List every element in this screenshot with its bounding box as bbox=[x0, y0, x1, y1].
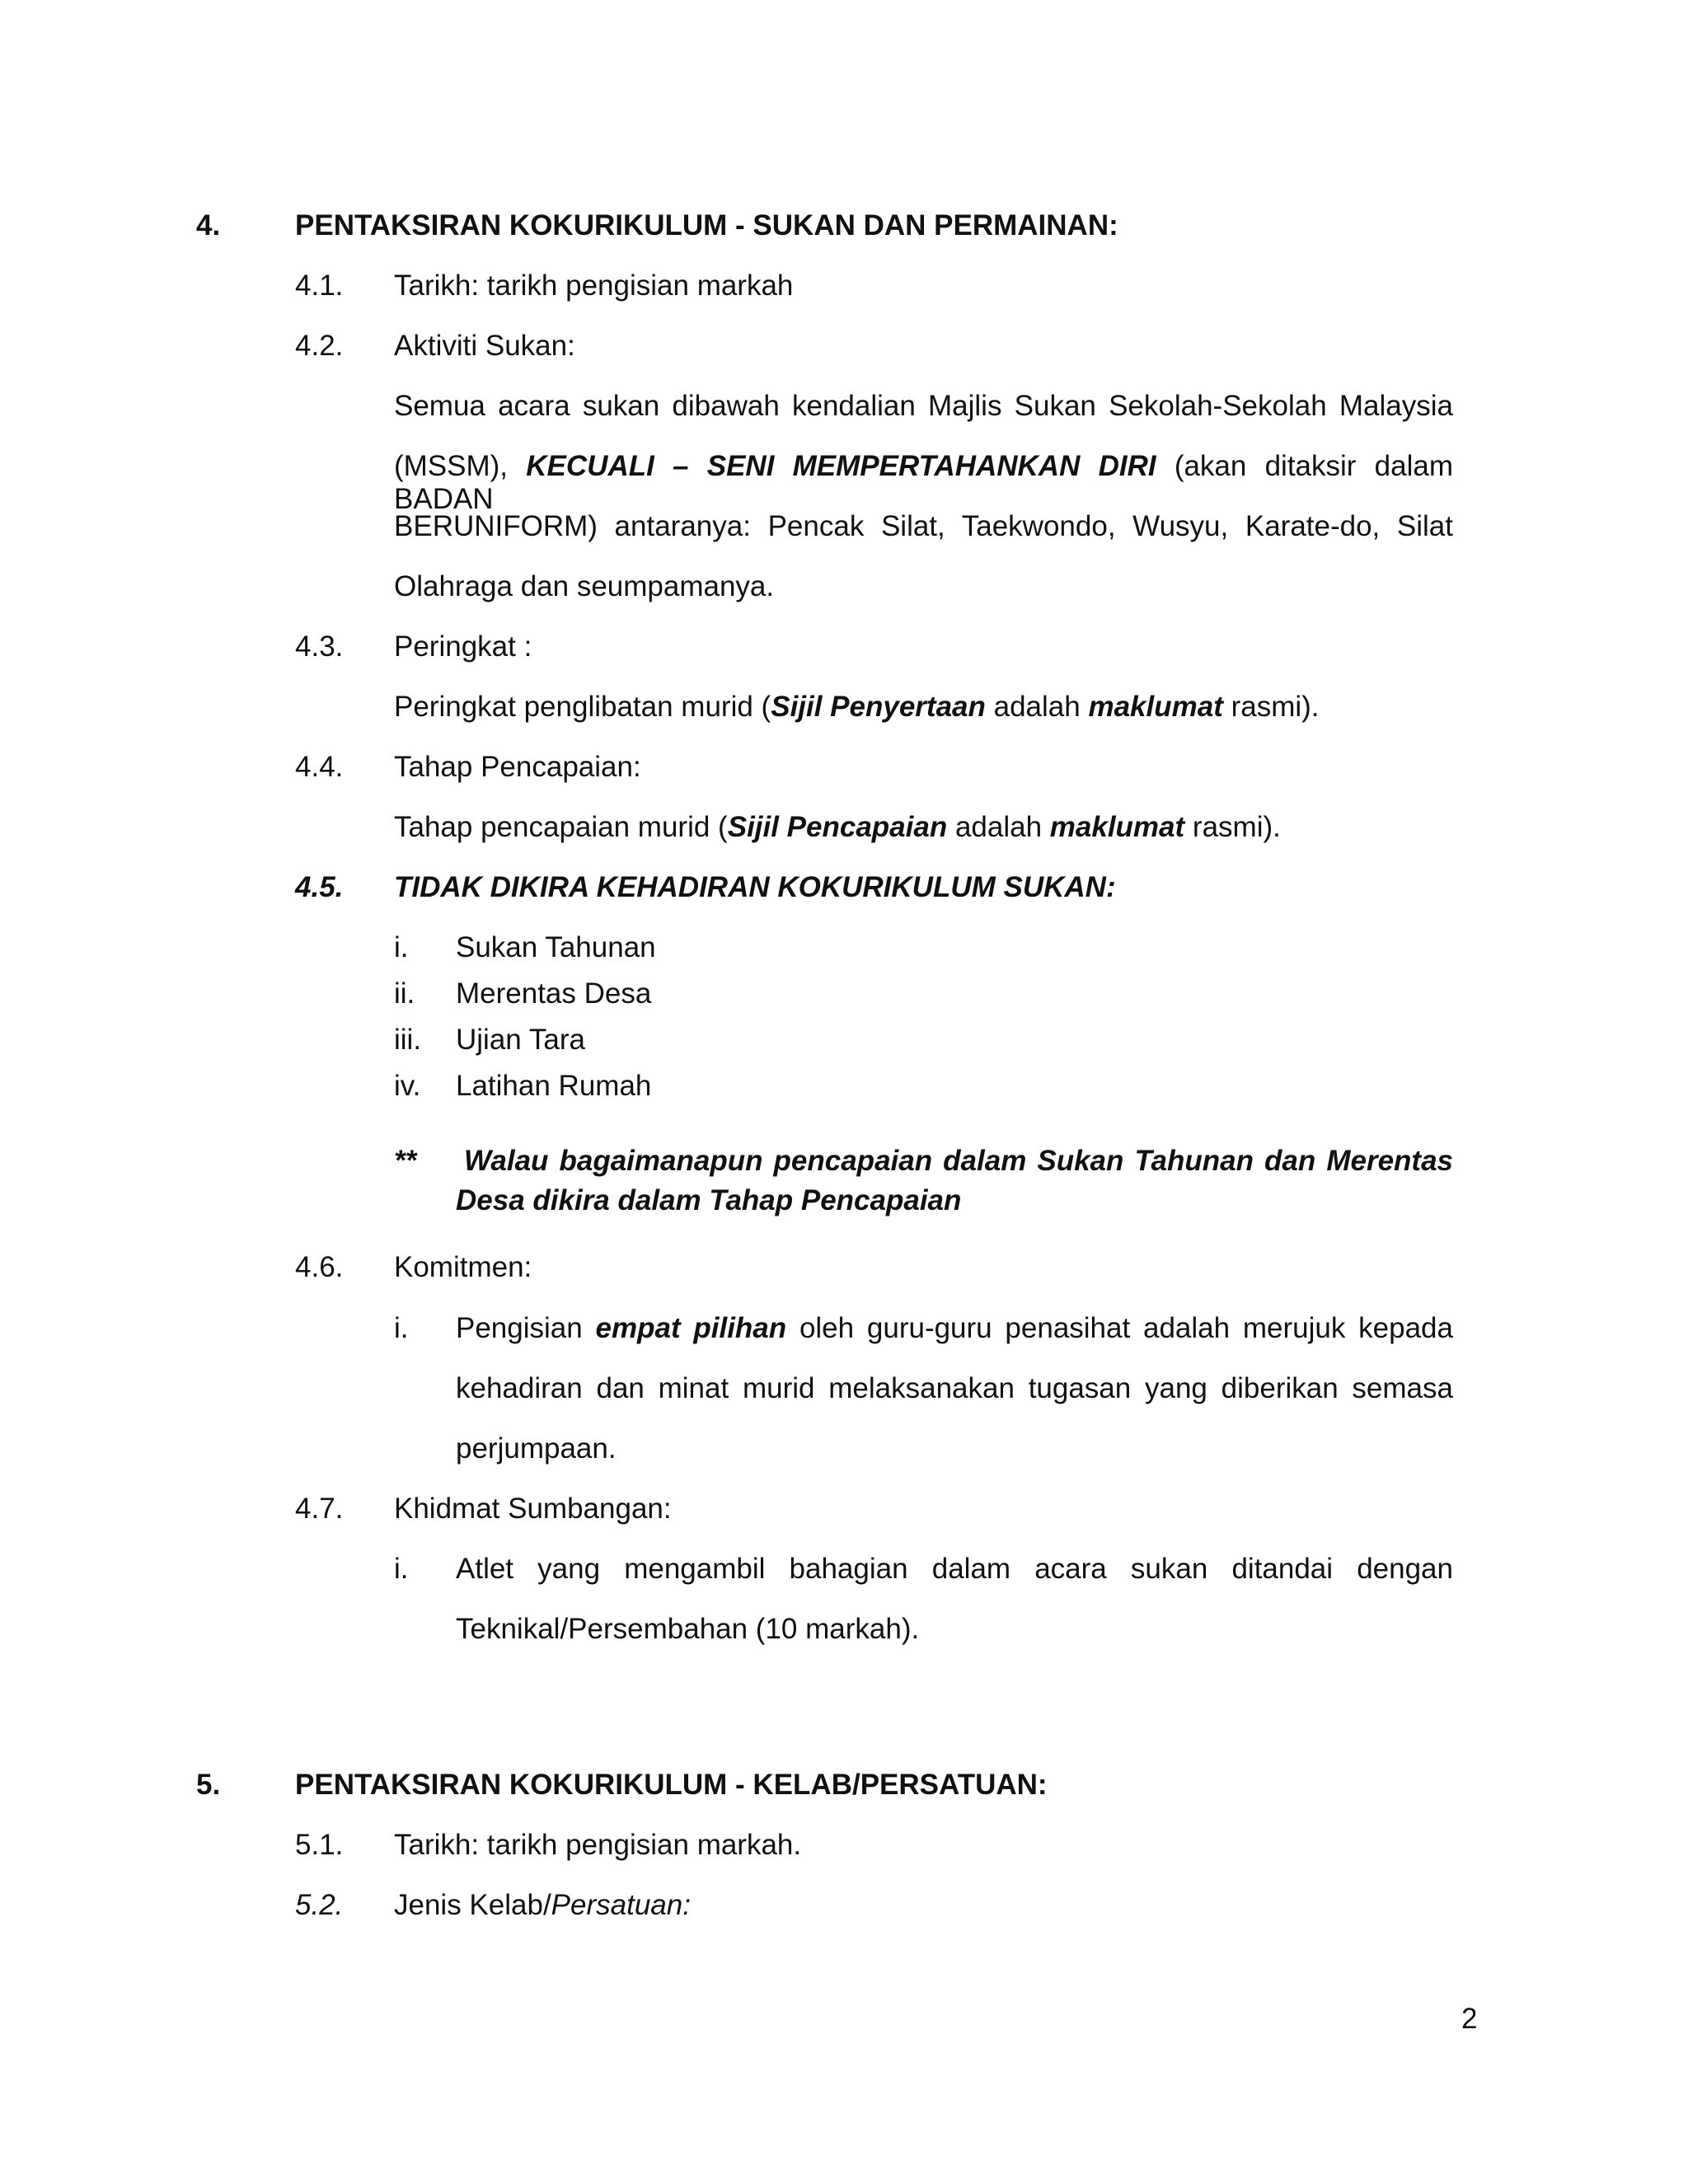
item-4-1-number: 4.1. bbox=[295, 269, 344, 302]
list-item-number: i. bbox=[394, 1312, 409, 1344]
item-4-7-line-1: Atlet yang mengambil bahagian dalam acara sukan ditandai dengan bbox=[456, 1553, 1453, 1585]
list-item: Merentas Desa bbox=[456, 977, 652, 1010]
list-item: Sukan Tahunan bbox=[456, 931, 656, 963]
note-marker: ** bbox=[394, 1145, 417, 1177]
section-4-title: PENTAKSIRAN KOKURIKULUM - SUKAN DAN PERMAINAN: bbox=[295, 209, 1118, 241]
item-4-2-number: 4.2. bbox=[295, 330, 344, 362]
item-4-2-paragraph-line-2: (MSSM), KECUALI – SENI MEMPERTAHANKAN DIRI (akan ditaksir dalam BADAN bbox=[394, 450, 1453, 515]
item-4-6-line-3: perjumpaan. bbox=[456, 1432, 617, 1465]
item-4-3-text: Peringkat penglibatan murid (Sijil Penyertaan adalah maklumat rasmi). bbox=[394, 691, 1320, 723]
item-4-4-label: Tahap Pencapaian: bbox=[394, 751, 641, 783]
item-4-4-number: 4.4. bbox=[295, 751, 344, 783]
list-item-number: i. bbox=[394, 1553, 409, 1585]
note-line-1: Walau bagaimanapun pencapaian dalam Sukan Tahunan dan Merentas bbox=[464, 1145, 1453, 1177]
list-item-number: i. bbox=[394, 931, 409, 963]
item-4-2-paragraph-line-4: Olahraga dan seumpamanya. bbox=[394, 570, 775, 602]
item-4-6-line-2: kehadiran dan minat murid melaksanakan tugasan yang diberikan semasa bbox=[456, 1372, 1453, 1404]
exception-emphasis: KECUALI – SENI MEMPERTAHANKAN DIRI bbox=[526, 450, 1156, 482]
list-item-number: iii. bbox=[394, 1024, 422, 1056]
item-5-1-number: 5.1. bbox=[295, 1829, 344, 1861]
list-item: Latihan Rumah bbox=[456, 1070, 652, 1102]
item-4-7-line-2: Teknikal/Persembahan (10 markah). bbox=[456, 1613, 920, 1645]
item-4-2-label: Aktiviti Sukan: bbox=[394, 330, 575, 362]
page-number: 2 bbox=[1461, 2003, 1478, 2035]
item-4-3-number: 4.3. bbox=[295, 630, 344, 663]
list-item-number: iv. bbox=[394, 1070, 421, 1102]
item-5-2-text: Jenis Kelab/Persatuan: bbox=[394, 1889, 691, 1921]
list-item: Ujian Tara bbox=[456, 1024, 585, 1056]
item-5-1-text: Tarikh: tarikh pengisian markah. bbox=[394, 1829, 802, 1861]
section-4-number: 4. bbox=[196, 209, 221, 241]
item-4-7-label: Khidmat Sumbangan: bbox=[394, 1493, 672, 1525]
item-5-2-number: 5.2. bbox=[295, 1889, 344, 1921]
item-4-6-number: 4.6. bbox=[295, 1251, 344, 1283]
item-4-6-line-1: Pengisian empat pilihan oleh guru-guru penasihat adalah merujuk kepada bbox=[456, 1312, 1453, 1344]
item-4-5-number: 4.5. bbox=[295, 871, 344, 903]
item-4-2-paragraph-line-3: BERUNIFORM) antaranya: Pencak Silat, Taekwondo, Wusyu, Karate-do, Silat bbox=[394, 510, 1453, 542]
item-4-1-text: Tarikh: tarikh pengisian markah bbox=[394, 269, 794, 302]
item-4-6-label: Komitmen: bbox=[394, 1251, 532, 1283]
section-5-title: PENTAKSIRAN KOKURIKULUM - KELAB/PERSATUAN: bbox=[295, 1769, 1048, 1801]
item-4-3-label: Peringkat : bbox=[394, 630, 532, 663]
item-4-7-number: 4.7. bbox=[295, 1493, 344, 1525]
item-4-4-text: Tahap pencapaian murid (Sijil Pencapaian adalah maklumat rasmi). bbox=[394, 811, 1281, 843]
note-line-2: Desa dikira dalam Tahap Pencapaian bbox=[456, 1184, 962, 1216]
item-4-5-label: TIDAK DIKIRA KEHADIRAN KOKURIKULUM SUKAN: bbox=[394, 871, 1116, 903]
list-item-number: ii. bbox=[394, 977, 415, 1010]
section-5-number: 5. bbox=[196, 1769, 221, 1801]
item-4-2-paragraph-line-1: Semua acara sukan dibawah kendalian Majlis Sukan Sekolah-Sekolah Malaysia bbox=[394, 390, 1453, 422]
